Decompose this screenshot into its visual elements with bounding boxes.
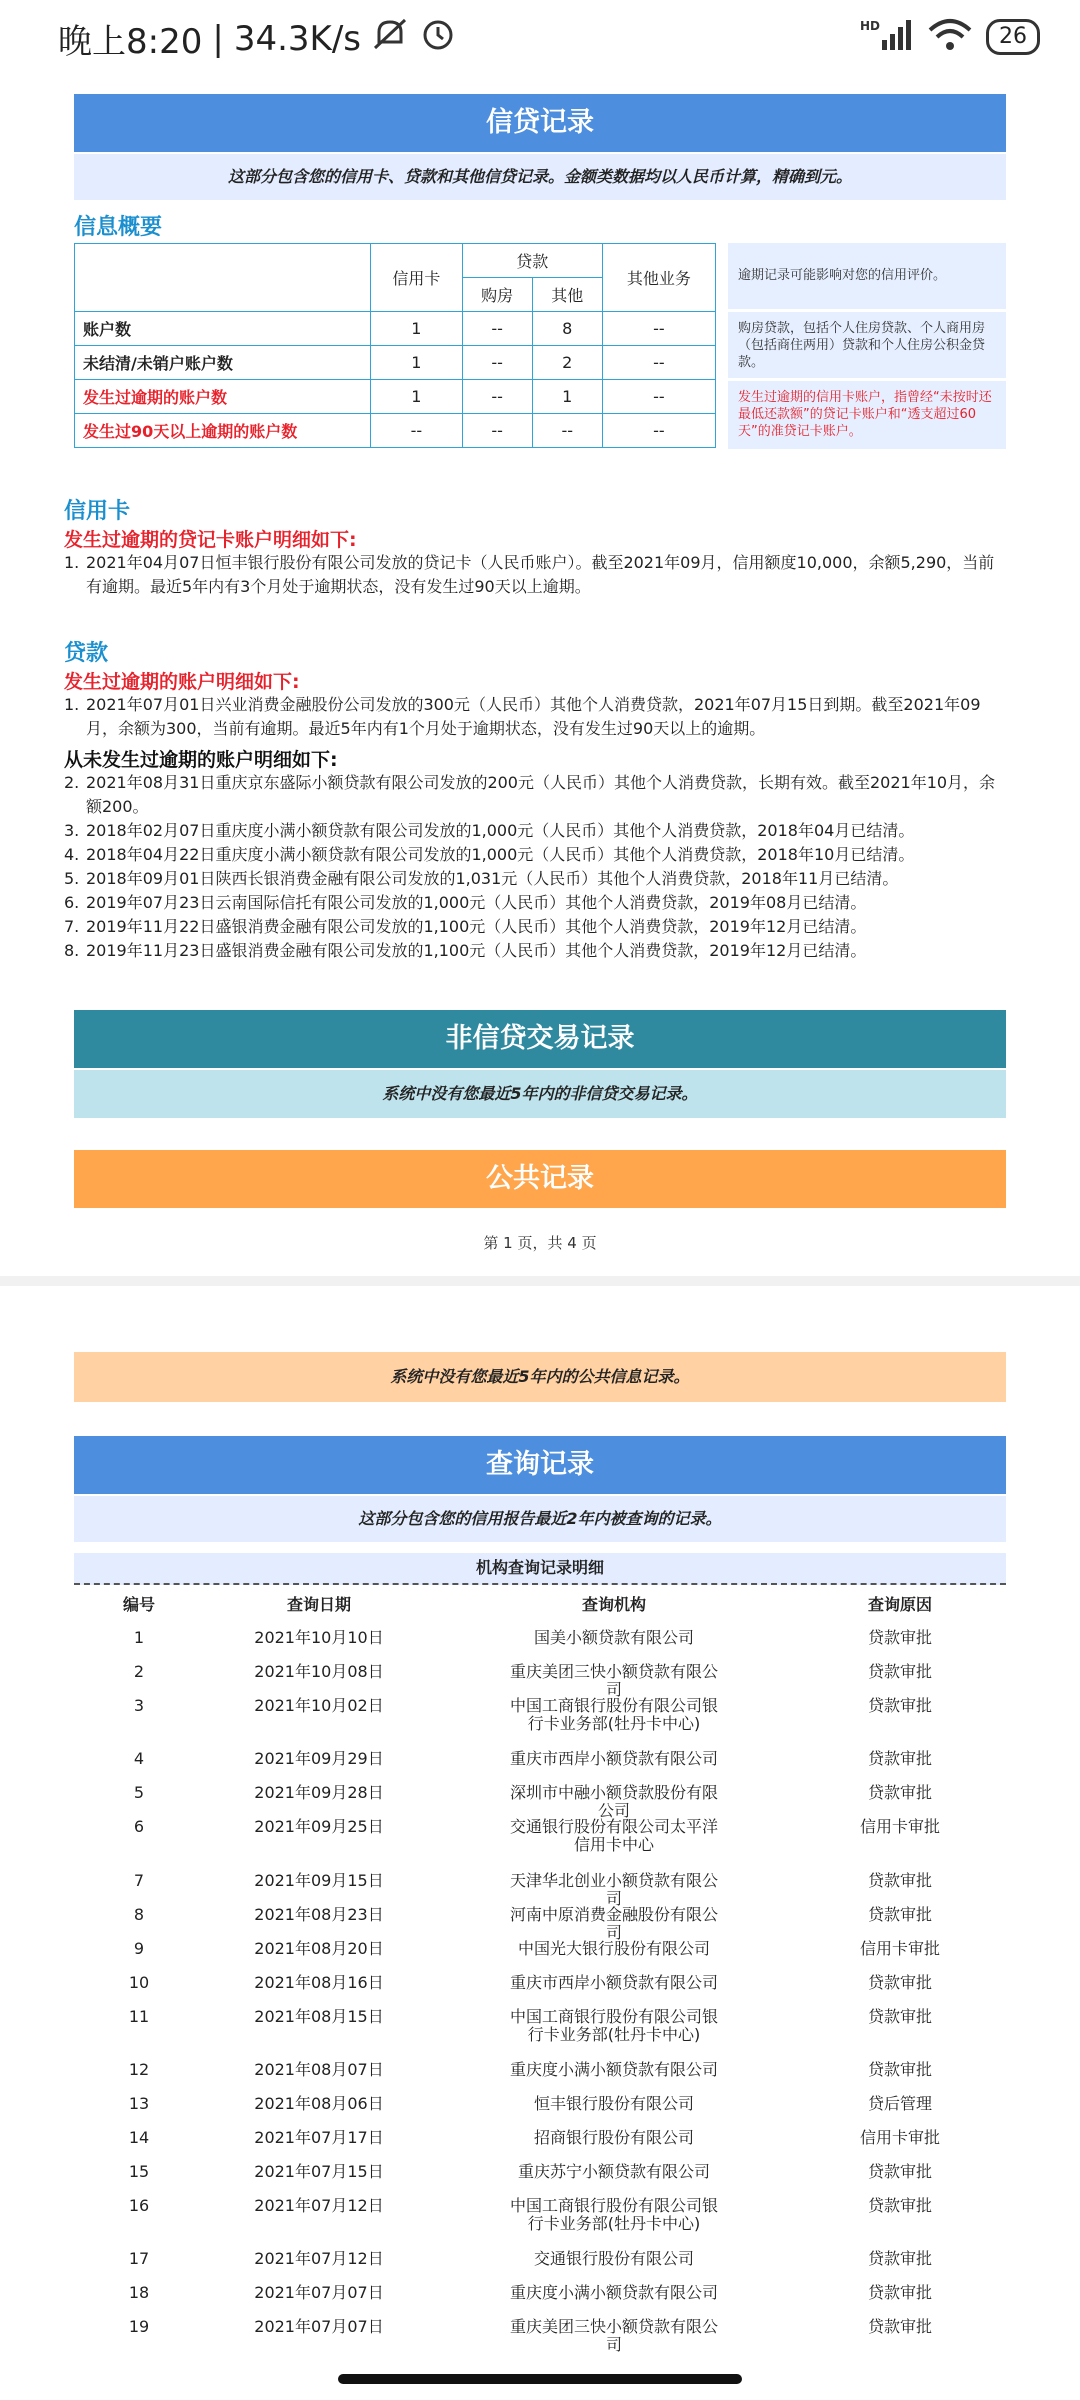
public-records-section (74, 1150, 1006, 1208)
row-org: 重庆美团三快小额贷款有限公司 (509, 1662, 718, 1699)
summary-corner (75, 244, 371, 312)
row-org: 交通银行股份有限公司太平洋信用卡中心 (509, 1817, 718, 1854)
row-reason: 贷款审批 (867, 2283, 932, 2302)
public-records-title: 公共记录 (74, 1150, 1006, 1208)
loans-overdue-list (64, 693, 1004, 741)
row-reason: 贷款审批 (867, 2007, 932, 2026)
row-org: 恒丰银行股份有限公司 (533, 2094, 694, 2113)
row-label: 发生过逾期的账户数 (75, 380, 371, 414)
header-no: 编号 (122, 1595, 155, 1614)
item-number: 8. (64, 941, 80, 960)
cell: -- (371, 414, 463, 448)
col-housing: 购房 (462, 278, 532, 312)
item-text: 2021年07月01日兴业消费金融股份公司发放的300元（人民币）其他个人消费贷款，2021年07月15日到期。截至2021年09月，余额为300，当前有逾期。最近5年内有1个月处于逾期状态，没有发生过90天以上的逾期。 (86, 695, 981, 738)
status-divider: | (212, 18, 224, 59)
item-number: 4. (64, 845, 80, 864)
row-org: 中国工商银行股份有限公司银行卡业务部(牡丹卡中心) (509, 2007, 718, 2044)
cell: -- (602, 414, 715, 448)
row-no: 6 (133, 1817, 145, 1836)
side-note-1: 逾期记录可能影响对您的信用评价。 (728, 243, 1006, 309)
query-table-title: 机构查询记录明细 (74, 1553, 1006, 1585)
row-reason: 贷款审批 (867, 1871, 932, 1890)
item-number: 7. (64, 917, 80, 936)
item-text: 2019年11月22日盛银消费金融有限公司发放的1,100元（人民币）其他个人消费贷款，2019年12月已结清。 (86, 917, 867, 936)
query-section-note: 这部分包含您的信用报告最近2年内被查询的记录。 (74, 1496, 1006, 1542)
row-no: 13 (128, 2094, 150, 2113)
row-no: 1 (133, 1628, 145, 1647)
non-credit-title: 非信贷交易记录 (74, 1010, 1006, 1068)
battery-indicator: 26 (986, 19, 1040, 55)
cell: -- (602, 380, 715, 414)
non-credit-note: 系统中没有您最近5年内的非信贷交易记录。 (74, 1070, 1006, 1118)
row-label: 未结清/未销户账户数 (75, 346, 371, 380)
item-text: 2021年08月31日重庆京东盛际小额贷款有限公司发放的200元（人民币）其他个人消费贷款，长期有效。截至2021年10月，余额200。 (86, 773, 996, 816)
cell: -- (532, 414, 602, 448)
row-reason: 贷款审批 (867, 2249, 932, 2268)
row-no: 12 (128, 2060, 150, 2079)
status-bar (0, 0, 1080, 80)
page-divider (0, 1276, 1080, 1286)
row-no: 3 (133, 1696, 145, 1715)
row-date: 2021年09月29日 (254, 1749, 384, 1768)
col-other-business: 其他业务 (602, 244, 715, 312)
list-item (64, 915, 1004, 939)
row-reason: 贷款审批 (867, 1696, 932, 1715)
svg-text:HD: HD (860, 19, 881, 33)
row-no: 19 (128, 2317, 150, 2336)
alarm-icon (419, 16, 457, 61)
row-org: 中国工商银行股份有限公司银行卡业务部(牡丹卡中心) (509, 1696, 718, 1733)
row-date: 2021年08月20日 (254, 1939, 384, 1958)
row-reason: 贷款审批 (867, 2162, 932, 2181)
list-item (64, 891, 1004, 915)
public-records-note: 系统中没有您最近5年内的公共信息记录。 (74, 1352, 1006, 1402)
item-number: 3. (64, 821, 80, 840)
item-text: 2019年11月23日盛银消费金融有限公司发放的1,100元（人民币）其他个人消费贷款，2019年12月已结清。 (86, 941, 867, 960)
row-no: 9 (133, 1939, 145, 1958)
row-org: 中国光大银行股份有限公司 (517, 1939, 710, 1958)
row-org: 重庆市西岸小额贷款有限公司 (509, 1973, 718, 1992)
credit-section-note: 这部分包含您的信用卡、贷款和其他信贷记录。金额类数据均以人民币计算，精确到元。 (74, 154, 1006, 200)
status-time: 晚上8:20 (58, 22, 203, 62)
loans-overdue-title: 发生过逾期的账户明细如下: (64, 671, 300, 693)
row-no: 10 (128, 1973, 150, 1992)
home-indicator[interactable] (338, 2374, 742, 2384)
list-item (64, 771, 1004, 819)
cell: 8 (532, 312, 602, 346)
row-date: 2021年09月15日 (254, 1871, 384, 1890)
credit-card-heading: 信用卡 (64, 499, 131, 524)
row-org: 重庆市西岸小额贷款有限公司 (509, 1749, 718, 1768)
credit-section-title: 信贷记录 (74, 94, 1006, 152)
row-date: 2021年10月02日 (254, 1696, 384, 1715)
cell: 1 (371, 346, 463, 380)
row-reason: 贷款审批 (867, 2317, 932, 2336)
query-section (74, 1436, 1006, 1542)
cell: 1 (371, 380, 463, 414)
header-reason: 查询原因 (867, 1595, 932, 1614)
list-item (64, 819, 1004, 843)
item-number: 6. (64, 893, 80, 912)
row-no: 7 (133, 1871, 145, 1890)
row-no: 5 (133, 1783, 145, 1802)
credit-section (74, 94, 1006, 200)
row-label: 发生过90天以上逾期的账户数 (75, 414, 371, 448)
credit-card-overdue-title: 发生过逾期的贷记卡账户明细如下: (64, 529, 357, 551)
row-no: 2 (133, 1662, 145, 1681)
row-date: 2021年10月08日 (254, 1662, 384, 1681)
item-number: 1. (64, 695, 80, 714)
row-reason: 贷款审批 (867, 2196, 932, 2215)
loans-heading: 贷款 (64, 641, 109, 666)
status-speed: 34.3K/s (233, 18, 361, 59)
col-loan: 贷款 (462, 244, 602, 278)
row-reason: 贷款审批 (867, 1905, 932, 1924)
row-date: 2021年09月28日 (254, 1783, 384, 1802)
row-org: 招商银行股份有限公司 (533, 2128, 694, 2147)
list-item (64, 693, 1004, 741)
cell: -- (462, 312, 532, 346)
row-org: 交通银行股份有限公司 (533, 2249, 694, 2268)
row-reason: 贷款审批 (867, 1783, 932, 1802)
row-date: 2021年07月07日 (254, 2283, 384, 2302)
row-no: 11 (128, 2007, 150, 2026)
row-reason: 贷后管理 (867, 2094, 932, 2113)
side-note-3: 发生过逾期的信用卡账户，指曾经“未按时还最低还款额”的贷记卡账户和“透支超过60天”的准贷记卡账户。 (728, 381, 1006, 449)
list-item (64, 551, 1004, 599)
item-text: 2021年04月07日恒丰银行股份有限公司发放的贷记卡（人民币账户）。截至2021年09月，信用额度10,000，余额5,290，当前有逾期。最近5年内有3个月处于逾期状态，没有发生过90天以上逾期。 (86, 553, 995, 596)
row-reason: 贷款审批 (867, 1749, 932, 1768)
list-item (64, 843, 1004, 867)
list-item (64, 939, 1004, 963)
item-text: 2018年09月01日陕西长银消费金融有限公司发放的1,031元（人民币）其他个人消费贷款，2018年11月已结清。 (86, 869, 899, 888)
header-org: 查询机构 (581, 1595, 646, 1614)
cell: 1 (371, 312, 463, 346)
row-org: 重庆美团三快小额贷款有限公司 (509, 2317, 718, 2354)
row-no: 18 (128, 2283, 150, 2302)
status-left (58, 14, 457, 63)
row-org: 重庆度小满小额贷款有限公司 (509, 2283, 718, 2302)
side-note-2: 购房贷款，包括个人住房贷款、个人商用房（包括商住两用）贷款和个人住房公积金贷款。 (728, 312, 1006, 378)
wifi-icon (928, 18, 972, 56)
credit-card-list (64, 551, 1004, 599)
col-other: 其他 (532, 278, 602, 312)
row-reason: 贷款审批 (867, 1662, 932, 1681)
row-date: 2021年08月06日 (254, 2094, 384, 2113)
loans-normal-list (64, 771, 1004, 963)
overview-title: 信息概要 (74, 215, 163, 240)
item-text: 2018年02月07日重庆度小满小额贷款有限公司发放的1,000元（人民币）其他个人消费贷款，2018年04月已结清。 (86, 821, 915, 840)
non-credit-section (74, 1010, 1006, 1118)
row-org: 重庆苏宁小额贷款有限公司 (517, 2162, 710, 2181)
row-date: 2021年08月15日 (254, 2007, 384, 2026)
cell: -- (602, 312, 715, 346)
cell: -- (462, 380, 532, 414)
row-reason: 贷款审批 (867, 1628, 932, 1647)
row-date: 2021年07月17日 (254, 2128, 384, 2147)
cell: 2 (532, 346, 602, 380)
row-no: 14 (128, 2128, 150, 2147)
cell: -- (462, 346, 532, 380)
row-date: 2021年10月10日 (254, 1628, 384, 1647)
cell: -- (602, 346, 715, 380)
public-records-note-box (74, 1352, 1006, 1402)
row-date: 2021年08月07日 (254, 2060, 384, 2079)
row-reason: 贷款审批 (867, 1973, 932, 1992)
item-text: 2018年04月22日重庆度小满小额贷款有限公司发放的1,000元（人民币）其他个人消费贷款，2018年10月已结清。 (86, 845, 915, 864)
row-label: 账户数 (75, 312, 371, 346)
row-reason: 贷款审批 (867, 2060, 932, 2079)
row-reason: 信用卡审批 (859, 2128, 940, 2147)
row-org: 重庆度小满小额贷款有限公司 (509, 2060, 718, 2079)
header-date: 查询日期 (286, 1595, 351, 1614)
row-org: 河南中原消费金融股份有限公司 (509, 1905, 718, 1942)
summary-table (74, 243, 716, 448)
loans-normal-title: 从未发生过逾期的账户明细如下: (64, 749, 338, 771)
row-no: 15 (128, 2162, 150, 2181)
item-number: 5. (64, 869, 80, 888)
query-table (74, 1596, 1006, 2366)
mute-icon (371, 16, 409, 61)
row-date: 2021年08月16日 (254, 1973, 384, 1992)
row-date: 2021年07月12日 (254, 2249, 384, 2268)
item-number: 1. (64, 553, 80, 572)
query-section-title: 查询记录 (74, 1436, 1006, 1494)
row-no: 17 (128, 2249, 150, 2268)
row-date: 2021年08月23日 (254, 1905, 384, 1924)
row-no: 8 (133, 1905, 145, 1924)
row-date: 2021年07月15日 (254, 2162, 384, 2181)
item-number: 2. (64, 773, 80, 792)
row-date: 2021年09月25日 (254, 1817, 384, 1836)
row-org: 深圳市中融小额贷款股份有限公司 (509, 1783, 718, 1820)
row-no: 16 (128, 2196, 150, 2215)
query-table-header (74, 1596, 1006, 1618)
row-reason: 信用卡审批 (859, 1817, 940, 1836)
col-credit-card: 信用卡 (371, 244, 463, 312)
row-reason: 信用卡审批 (859, 1939, 940, 1958)
row-date: 2021年07月12日 (254, 2196, 384, 2215)
status-right (860, 18, 1040, 56)
item-text: 2019年07月23日云南国际信托有限公司发放的1,000元（人民币）其他个人消费贷款，2019年08月已结清。 (86, 893, 867, 912)
row-org: 中国工商银行股份有限公司银行卡业务部(牡丹卡中心) (509, 2196, 718, 2233)
signal-icon (860, 18, 914, 56)
row-org: 天津华北创业小额贷款有限公司 (509, 1871, 718, 1908)
row-date: 2021年07月07日 (254, 2317, 384, 2336)
cell: -- (462, 414, 532, 448)
cell: 1 (532, 380, 602, 414)
row-no: 4 (133, 1749, 145, 1768)
list-item (64, 867, 1004, 891)
row-org: 国美小额贷款有限公司 (533, 1628, 694, 1647)
page-indicator: 第 1 页，共 4 页 (483, 1234, 597, 1252)
